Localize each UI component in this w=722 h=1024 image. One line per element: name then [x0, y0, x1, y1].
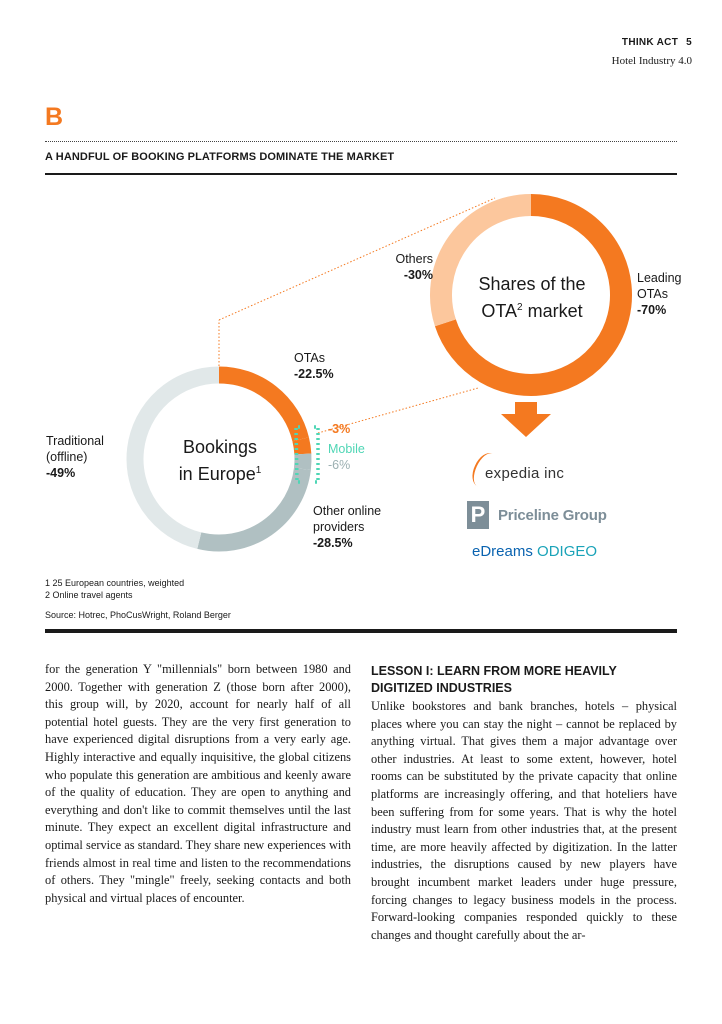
label-other-online — [313, 503, 381, 551]
chart-bottom-rule — [45, 629, 677, 633]
lesson-heading-line1: LESSON I: LEARN FROM MORE HEAVILY — [371, 664, 617, 678]
bookings-slice-0 — [219, 375, 301, 439]
donut1-title-line1: Bookings — [182, 437, 258, 457]
donut1-title — [160, 436, 280, 486]
logo-priceline: Priceline Group — [498, 507, 607, 524]
label-mobile-name: Mobile — [328, 442, 365, 456]
header-subtitle: Hotel Industry 4.0 — [611, 55, 692, 67]
label-other-online-line2: providers — [313, 520, 365, 534]
down-arrow-icon — [501, 402, 551, 437]
label-traditional-value: -49% — [46, 466, 76, 480]
section-title: A HANDFUL OF BOOKING PLATFORMS DOMINATE THE MARKET — [45, 151, 395, 163]
mobile-bracket-right — [314, 427, 318, 482]
logo-edreams-b: ODIGEO — [537, 543, 598, 560]
bookings-slice-1 — [301, 439, 303, 454]
label-others-name: Others — [395, 252, 433, 266]
label-mobile — [328, 441, 365, 473]
logo-edreams — [472, 543, 597, 560]
body-right-column: Unlike bookstores and bank branches, hotels – physical places where you can stay the night – cannot be replaced by anything virtual. That gives them a major advantage over other industries. At least to some extent, however, hotel rooms can be substituted by the private capacity that online platforms are increasingly offering, and that hoteliers have been suffering from for some years. That is why the hotel industry must learn from other industries that, at the present time, are more heavily affected by digitization. In the latter industries, the disruptions caused by new players have brought incumbent market leaders under huge pressure, forcing changes to legacy business models in the process. Forward-looking companies responded quickly to these changes and thought carefully about the ar- — [371, 699, 677, 942]
label-leading-line1: Leading — [637, 271, 682, 285]
label-mobile-value: -6% — [328, 458, 351, 472]
header-brand: THINK ACT — [621, 37, 679, 48]
label-traditional — [46, 433, 104, 481]
label-traditional-line1: Traditional — [46, 434, 104, 448]
footnote-2: 2 Online travel agents — [45, 590, 133, 600]
lesson-heading — [371, 663, 677, 697]
page-number: 5 — [686, 37, 692, 48]
section-letter: B — [45, 103, 64, 131]
label-otas — [294, 350, 334, 382]
logo-expedia: expedia inc — [485, 465, 565, 482]
lesson-heading-line2: DIGITIZED INDUSTRIES — [371, 681, 512, 695]
body-left-column: for the generation Y "millennials" born between 1980 and 2000. Together with generation Z (those born after 2000), this group will, by 2020, account for nearly half of all potential hotel guests. They are the very first generation to have experienced digital disruptions from a very early age. Highly interactive and equally inquisitive, the global citizens who populate this generation are ambitious and keenly aware of the quality of education. They are open to anything and everything and don't like to commit themselves until the last minute. They expect an excellent digital infrastructure and optimal service as standard. They share new experiences with friends almost in real time and listen to the recommendations of others. They "mingle" freely, seeking contacts and both physical and virtual places of encounter. — [45, 662, 351, 905]
label-leading-value: -70% — [637, 303, 667, 317]
donut1-title-line2: in Europe — [178, 464, 256, 484]
donut2-title-line2b: market — [527, 301, 583, 321]
label-otas-name: OTAs — [294, 351, 326, 365]
donut1-title-sup: 1 — [255, 465, 262, 476]
label-mobile-ota-value: -3% — [328, 422, 351, 436]
label-leading-line2: OTAs — [637, 287, 669, 301]
donut2-title-line2a: OTA — [481, 301, 518, 321]
label-traditional-line2: (offline) — [46, 450, 88, 464]
label-otas-value: -22.5% — [294, 367, 334, 381]
footnote-1: 1 25 European countries, weighted — [45, 578, 185, 588]
logo-edreams-a: eDreams — [472, 543, 533, 560]
donut2-title-line1: Shares of the — [478, 274, 586, 294]
label-leading — [637, 270, 682, 318]
footnote-source: Source: Hotrec, PhoCusWright, Roland Berger — [45, 610, 231, 620]
label-other-online-line1: Other online — [313, 504, 382, 518]
label-other-online-value: -28.5% — [313, 536, 353, 550]
donut2-title — [470, 273, 594, 323]
donut2-title-sup: 2 — [517, 302, 523, 313]
label-others-value: -30% — [403, 268, 433, 282]
label-others — [393, 251, 433, 283]
bookings-slice-2 — [302, 454, 303, 469]
priceline-mark-icon: P — [467, 501, 489, 529]
